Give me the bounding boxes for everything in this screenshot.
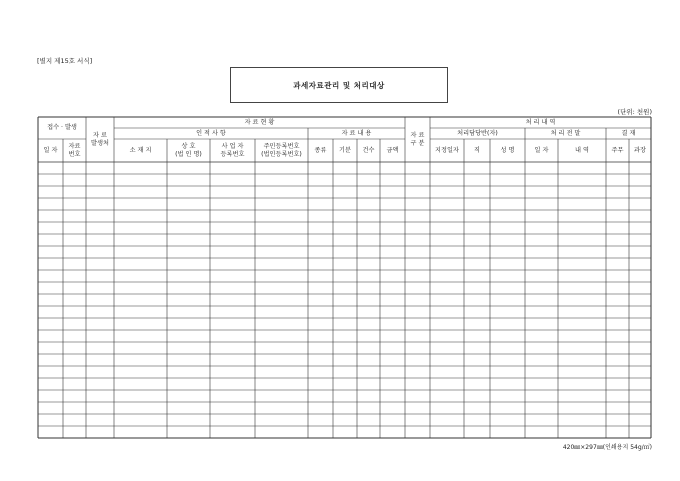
header-ilja: 일 자 (43, 146, 58, 154)
header-gwajang: 과장 (634, 146, 646, 154)
header-jumu: 주무 (611, 146, 624, 154)
header-jijeong-ilja: 지정일자 (435, 146, 459, 154)
header-ilja2: 일 자 (534, 146, 549, 154)
header-jaryo-gubun: 자 료 구 분 (410, 131, 425, 147)
header-jik: 직 (474, 146, 480, 154)
header-geumaek: 금액 (386, 146, 399, 154)
header-saeopja-beonho: 사 업 자 등록번호 (220, 142, 245, 158)
header-seongmyeong: 성 명 (500, 146, 515, 154)
header-cheori-jeonmal: 처 리 전 말 (550, 129, 581, 137)
header-jaryo-balsaengcheo: 자 료 발생처 (91, 131, 109, 147)
document-title: 과세자료관리 및 처리대상 (293, 80, 385, 90)
header-sangho: 상 호 (법 인 명) (175, 142, 202, 158)
unit-label: (단위: 천원) (617, 108, 652, 116)
header-jaryo-beonho: 자료 번호 (68, 142, 81, 158)
header-gibyeol: 기분 (339, 146, 351, 154)
header-injeok-sahang: 인 적 사 항 (196, 129, 226, 137)
header-jaryo-naeyong: 자 료 내 용 (341, 129, 372, 137)
header-jumin-beonho: 주민등록번호 (법인등록번호) (261, 142, 302, 158)
header-cheori-damdangban: 처리담당반(자) (457, 129, 498, 137)
header-sojaeji: 소 재 지 (129, 146, 152, 154)
header-naeyeok: 내 역 (575, 146, 589, 154)
header-jaryo-hyeonhwang: 자 료 현 황 (244, 118, 275, 126)
paper-spec-footer: 420㎜×297㎜(인쇄용지 54g/㎡) (562, 444, 652, 451)
header-jongryu: 종류 (314, 146, 327, 154)
header-cheori-naeyeok: 처 리 내 역 (525, 118, 556, 126)
form-label: [별지 제15호 서식] (37, 57, 93, 65)
header-gyeoljae: 결 재 (621, 129, 636, 137)
header-geonsu: 건수 (362, 146, 375, 154)
header-jeopsu-balsaeng: 접수 · 발생 (47, 124, 77, 131)
